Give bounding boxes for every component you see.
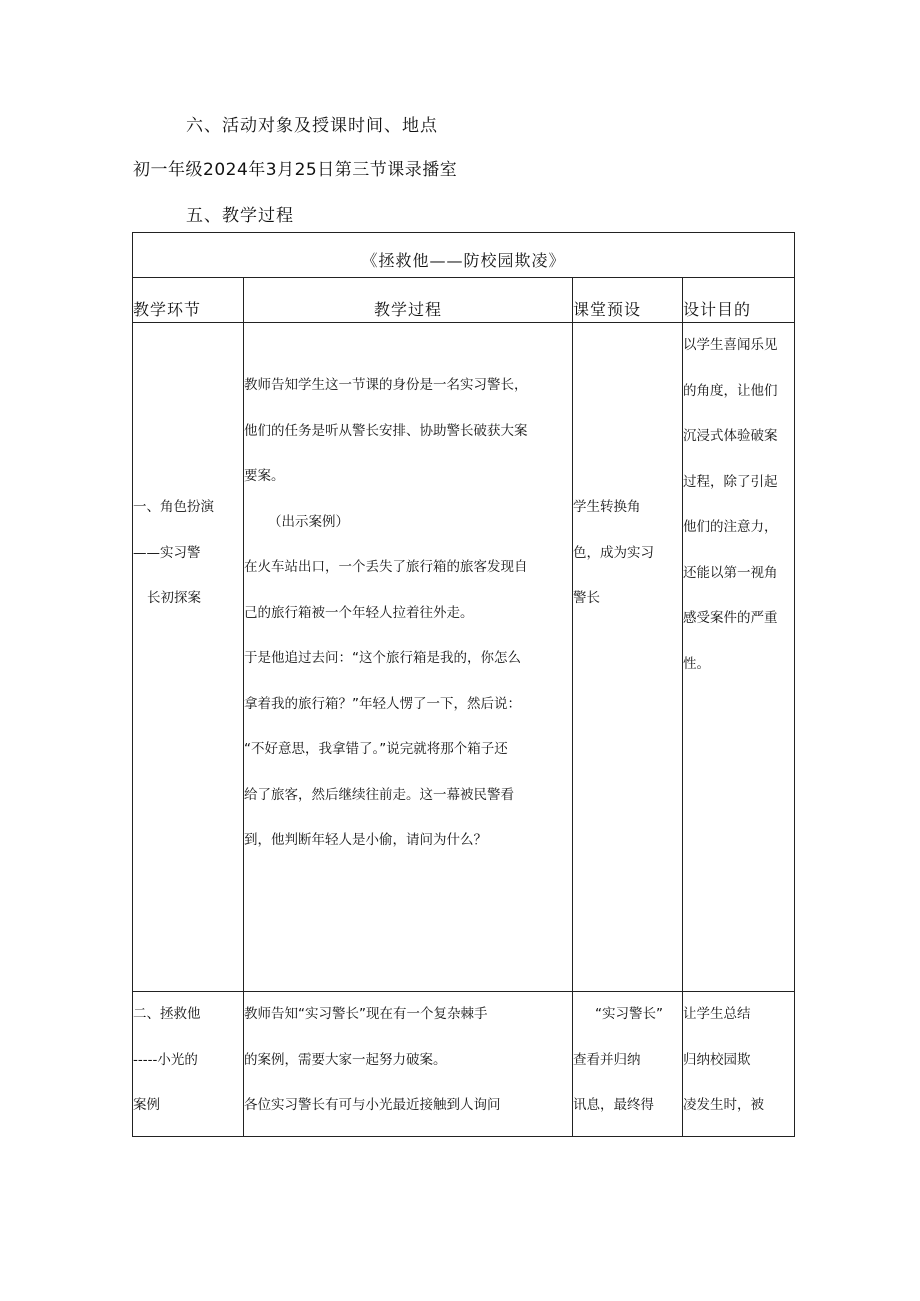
row1-purpose-line: 沉浸式体验破案 xyxy=(683,428,778,444)
row2-process-line: 教师告知“实习警长”现在有一个复杂棘手 xyxy=(244,1006,488,1022)
header-purpose-text: 设计目的 xyxy=(683,300,752,319)
row2-stage-line: -----小光的 xyxy=(133,1051,198,1068)
header-process-text: 教学过程 xyxy=(373,300,442,319)
row2-process-cell xyxy=(244,992,573,1137)
table-title xyxy=(133,233,795,278)
row1-process-line: “不好意思，我拿错了。”说完就将那个箱子还 xyxy=(244,741,508,757)
row1-stage-cell xyxy=(133,323,244,992)
row2-purpose-line: 归纳校园欺 xyxy=(683,1051,751,1068)
row2-preset-line: 讯息，最终得 xyxy=(573,1097,654,1113)
header-preset xyxy=(573,278,683,323)
row1-purpose-cell xyxy=(683,323,795,992)
row1-process-line: 给了旅客，然后继续往前走。这一幕被民警看 xyxy=(244,786,514,803)
row2-purpose-line: 让学生总结 xyxy=(683,1006,751,1022)
row1-preset-line: 学生转换角 xyxy=(573,499,641,515)
row1-purpose-line: 过程，除了引起 xyxy=(683,473,778,490)
row2-purpose-line: 凌发生时，被 xyxy=(683,1097,764,1113)
header-process xyxy=(244,278,573,323)
row1-purpose-line: 还能以第一视角 xyxy=(683,564,778,581)
header-stage xyxy=(133,278,244,323)
row1-preset-line: 色，成为实习 xyxy=(573,544,654,561)
row2-stage-line: 案例 xyxy=(133,1097,160,1113)
row1-stage-line: 长初探案 xyxy=(147,590,201,606)
row1-purpose-line: 性。 xyxy=(683,655,710,672)
row1-process-line: 他们的任务是听从警长安排、协助警长破获大案 xyxy=(244,422,528,439)
row1-purpose-line: 的角度，让他们 xyxy=(683,382,778,399)
row2-preset-cell xyxy=(573,992,683,1137)
table-title-text: 《拯救他——防校园欺凌》 xyxy=(361,251,566,270)
row1-purpose-line: 他们的注意力， xyxy=(683,519,778,535)
table-header-row xyxy=(133,278,795,323)
table-row xyxy=(133,323,795,992)
row2-process-line: 的案例，需要大家一起努力破案。 xyxy=(244,1051,447,1068)
section-five-heading: 五、教学过程 xyxy=(186,206,294,226)
row2-process-line: 各位实习警长有可与小光最近接触到人询问 xyxy=(244,1097,501,1113)
row1-process-line: 教师告知学生这一节课的身份是一名实习警长， xyxy=(244,377,528,393)
row1-process-line: 拿着我的旅行箱？”年轻人愣了一下，然后说： xyxy=(244,695,521,712)
date-place-line: 初一年级2024年3月25日第三节课录播室 xyxy=(133,160,458,180)
row2-stage-line: 二、拯救他 xyxy=(133,1006,201,1022)
header-preset-text: 课堂预设 xyxy=(573,300,642,319)
row1-process-cell xyxy=(244,323,573,992)
row1-purpose-line: 感受案件的严重 xyxy=(683,610,778,626)
row2-stage-cell xyxy=(133,992,244,1137)
header-purpose xyxy=(683,278,795,323)
table-title-row xyxy=(133,233,795,278)
row1-stage-line: ——实习警 xyxy=(133,544,201,561)
row1-process-line: 己的旅行箱被一个年轻人拉着往外走。 xyxy=(244,604,474,621)
row2-purpose-cell xyxy=(683,992,795,1137)
row1-purpose-line: 以学生喜闻乐见 xyxy=(683,337,778,353)
row1-process-line: 在火车站出口，一个丢失了旅行箱的旅客发现自 xyxy=(244,559,528,575)
table-row xyxy=(133,992,795,1137)
row1-process-line: 要案。 xyxy=(244,468,285,484)
row1-stage-line: 一、角色扮演 xyxy=(133,499,214,515)
section-six-heading: 六、活动对象及授课时间、地点 xyxy=(186,116,438,136)
row2-preset-line: 查看并归纳 xyxy=(573,1051,641,1068)
row1-process-line: （出示案例） xyxy=(268,513,349,530)
row2-preset-line: “实习警长” xyxy=(595,1006,663,1022)
row1-preset-line: 警长 xyxy=(573,590,600,606)
row1-process-line: 于是他追过去问：“这个旅行箱是我的，你怎么 xyxy=(244,650,521,666)
row1-process-line: 到，他判断年轻人是小偷，请问为什么？ xyxy=(244,832,487,848)
teaching-process-table xyxy=(132,232,795,1137)
row1-preset-cell xyxy=(573,323,683,992)
header-stage-text: 教学环节 xyxy=(133,300,202,319)
